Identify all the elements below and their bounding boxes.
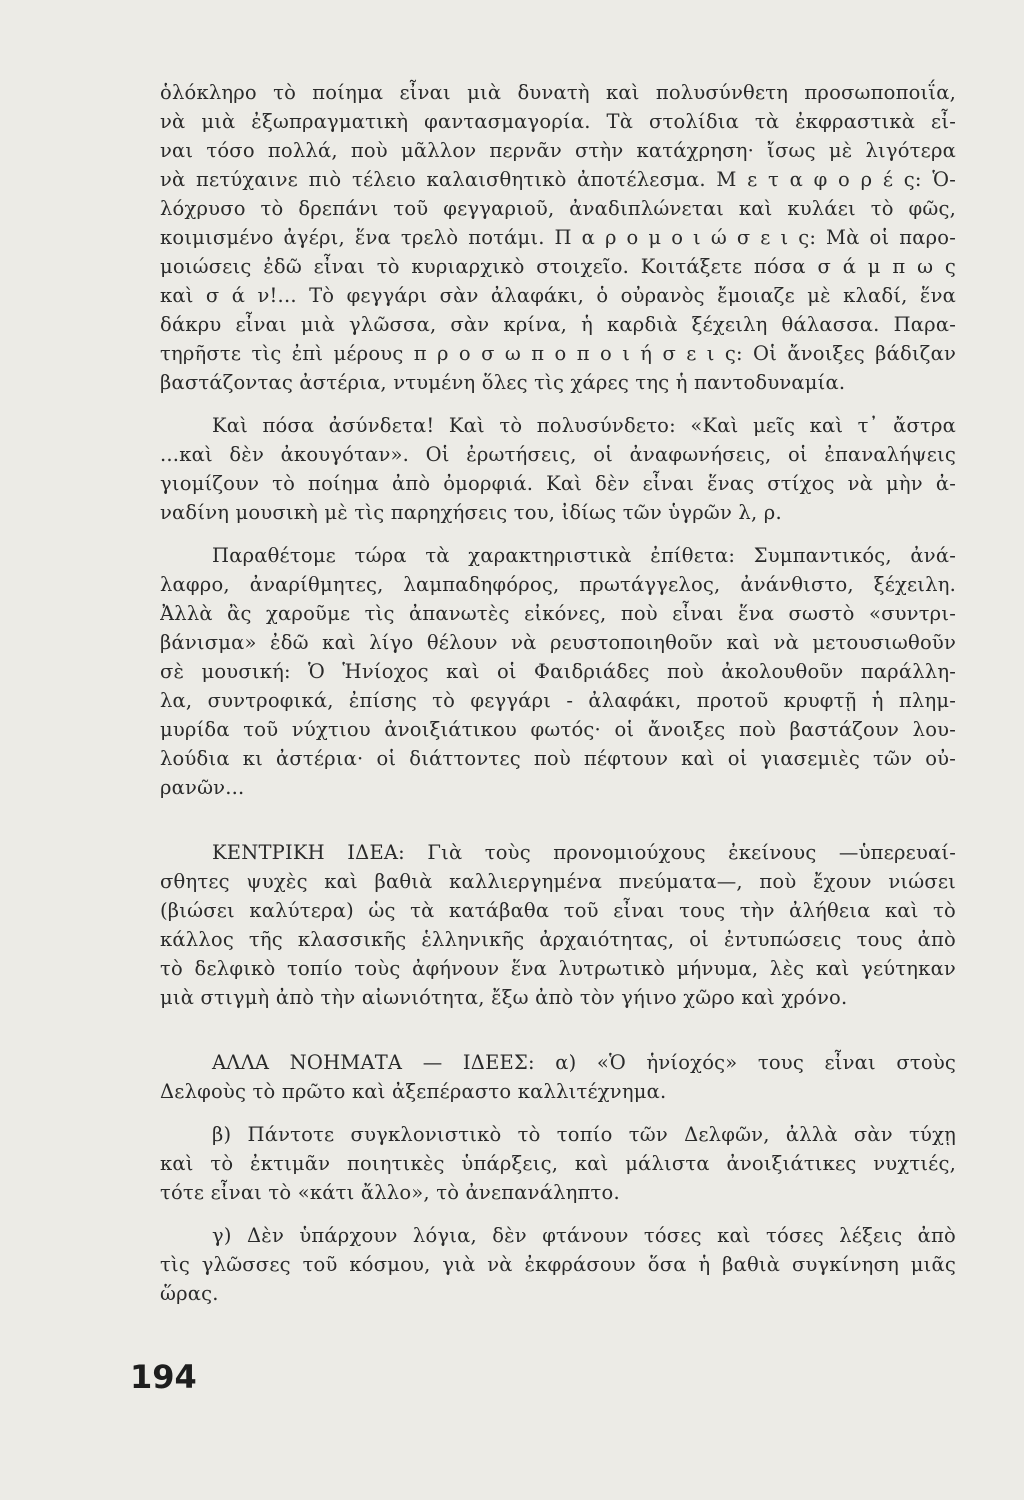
paragraph-other-ideas-c: [160, 1221, 956, 1308]
text-line: λούδια κι ἀστέρια· οἱ διάττοντες ποὺ πέφτουν καὶ οἱ γιασεμιὲς τῶν οὐ-: [160, 747, 956, 770]
text-line: καὶ σ ά ν!... Τὸ φεγγάρι σὰν ἀλαφάκι, ὁ οὐρανὸς ἔμοιαζε μὲ κλαδί, ἕνα: [160, 284, 956, 307]
text-line: δάκρυ εἶναι μιὰ γλῶσσα, σὰν κρίνα, ἡ καρδιὰ ξέχειλη θάλασσα. Παρα-: [160, 313, 956, 336]
text-line: ...καὶ δὲν ἀκουγόταν». Οἱ ἐρωτήσεις, οἱ ἀναφωνήσεις, οἱ ἐπαναλήψεις: [160, 443, 956, 466]
text-line: νὰ πετύχαινε πιὸ τέλειο καλαισθητικὸ ἀποτέλεσμα. Μ ε τ α φ ο ρ έ ς: Ὁ-: [160, 168, 956, 191]
text-line: λα, συντροφικά, ἐπίσης τὸ φεγγάρι - ἀλαφάκι, προτοῦ κρυφτῇ ἡ πλημ-: [160, 689, 956, 712]
page-number: 194: [130, 1358, 197, 1396]
text-line: τότε εἶναι τὸ «κάτι ἄλλο», τὸ ἀνεπανάληπτο.: [160, 1181, 620, 1204]
text-line: τὸ δελφικὸ τοπίο τοὺς ἀφήνουν ἕνα λυτρωτικὸ μήνυμα, λὲς καὶ γεύτηκαν: [160, 957, 956, 980]
page-body: [160, 78, 956, 1308]
text-line: γιομίζουν τὸ ποίημα ἀπὸ ὀμορφιά. Καὶ δὲν εἶναι ἕνας στίχος νὰ μὴν ἀ-: [160, 472, 956, 495]
paragraph-other-ideas-a: [160, 1048, 956, 1106]
text-line: σθητες ψυχὲς καὶ βαθιὰ καλλιεργημένα πνεύματα—, ποὺ ἔχουν νιώσει: [160, 870, 956, 893]
text-line: Παραθέτομε τώρα τὰ χαρακτηριστικὰ ἐπίθετα: Συμπαντικός, ἀνά-: [212, 544, 956, 567]
text-line: νὰ μιὰ ἐξωπραγματικὴ φαντασμαγορία. Τὰ στολίδια τὰ ἐκφραστικὰ εἶ-: [160, 110, 956, 133]
text-line: κάλλος τῆς κλασσικῆς ἑλληνικῆς ἀρχαιότητας, οἱ ἐντυπώσεις τους ἀπὸ: [160, 928, 956, 951]
text-line: κοιμισμένο ἀγέρι, ἕνα τρελὸ ποτάμι. Π α ρ ο μ ο ι ώ σ ε ι ς: Μὰ οἱ παρο-: [160, 226, 956, 249]
text-line: βάνισμα» ἐδῶ καὶ λίγο θέλουν νὰ ρευστοποιηθοῦν καὶ νὰ μετουσιωθοῦν: [160, 631, 956, 654]
text-line: τηρῆστε τὶς ἐπὶ μέρους π ρ ο σ ω π ο π ο ι ή σ ε ι ς: Οἱ ἄνοιξες βάδιζαν: [160, 342, 956, 365]
text-line: Ἀλλὰ ἂς χαροῦμε τὶς ἀπανωτὲς εἰκόνες, ποὺ εἶναι ἕνα σωστὸ «συντρι-: [160, 602, 956, 625]
text-line: σὲ μουσική: Ὁ Ἡνίοχος καὶ οἱ Φαιδριάδες ποὺ ἀκολουθοῦν παράλλη-: [160, 660, 956, 683]
text-line: ναδίνη μουσικὴ μὲ τὶς παρηχήσεις του, ἰδίως τῶν ὑγρῶν λ, ρ.: [160, 501, 782, 524]
text-line: ναι τόσο πολλά, ποὺ μᾶλλον περνᾶν στὴν κατάχρηση· ἴσως μὲ λιγότερα: [160, 139, 956, 162]
paragraph-epithets: [160, 541, 956, 802]
text-line: ΑΛΛΑ ΝΟΗΜΑΤΑ — ΙΔΕΕΣ: α) «Ὁ ἡνίοχός» τους εἶναι στοὺς: [212, 1051, 956, 1074]
text-line: καὶ τὸ ἐκτιμᾶν ποιητικὲς ὑπάρξεις, καὶ μάλιστα ἀνοιξιάτικες νυχτιές,: [160, 1152, 956, 1175]
text-line: λαφρο, ἀναρίθμητες, λαμπαδηφόρος, πρωτάγγελος, ἀνάνθιστο, ξέχειλη.: [160, 573, 956, 596]
text-line: Καὶ πόσα ἀσύνδετα! Καὶ τὸ πολυσύνδετο: «Καὶ μεῖς καὶ τ᾽ ἄστρα: [212, 414, 956, 437]
text-line: γ) Δὲν ὑπάρχουν λόγια, δὲν φτάνουν τόσες καὶ τόσες λέξεις ἀπὸ: [212, 1224, 956, 1247]
text-line: ὥρας.: [160, 1282, 219, 1305]
text-line: ρανῶν...: [160, 776, 245, 799]
text-line: μοιώσεις ἐδῶ εἶναι τὸ κυριαρχικὸ στοιχεῖο. Κοιτάξετε πόσα σ ά μ π ω ς: [160, 255, 956, 278]
text-line: λόχρυσο τὸ δρεπάνι τοῦ φεγγαριοῦ, ἀναδιπλώνεται καὶ κυλάει τὸ φῶς,: [160, 197, 956, 220]
text-line: Δελφοὺς τὸ πρῶτο καὶ ἀξεπέραστο καλλιτέχνημα.: [160, 1080, 667, 1103]
text-line: μυρίδα τοῦ νύχτιου ἀνοιξιάτικου φωτός· οἱ ἄνοιξες ποὺ βαστάζουν λου-: [160, 718, 956, 741]
text-line: τὶς γλῶσσες τοῦ κόσμου, γιὰ νὰ ἐκφράσουν ὅσα ἡ βαθιὰ συγκίνηση μιᾶς: [160, 1253, 956, 1276]
text-line: μιὰ στιγμὴ ἀπὸ τὴν αἰωνιότητα, ἔξω ἀπὸ τὸν γήινο χῶρο καὶ χρόνο.: [160, 986, 848, 1009]
text-line: ὁλόκληρο τὸ ποίημα εἶναι μιὰ δυνατὴ καὶ πολυσύνθετη προσωποποιΐα,: [160, 81, 956, 104]
paragraph-other-ideas-b: [160, 1120, 956, 1207]
paragraph-asyndeton: [160, 411, 956, 527]
text-line: ΚΕΝΤΡΙΚΗ ΙΔΕΑ: Γιὰ τοὺς προνομιούχους ἐκείνους —ὑπερευαί-: [212, 841, 956, 864]
paragraph-figures-of-speech: [160, 78, 956, 397]
paragraph-central-idea: [160, 838, 956, 1012]
text-line: βαστάζοντας ἀστέρια, ντυμένη ὅλες τὶς χάρες της ἡ παντοδυναμία.: [160, 371, 846, 394]
text-line: β) Πάντοτε συγκλονιστικὸ τὸ τοπίο τῶν Δελφῶν, ἀλλὰ σὰν τύχῃ: [212, 1123, 956, 1146]
text-line: (βιώσει καλύτερα) ὡς τὰ κατάβαθα τοῦ εἶναι τους τὴν ἀλήθεια καὶ τὸ: [160, 899, 956, 922]
